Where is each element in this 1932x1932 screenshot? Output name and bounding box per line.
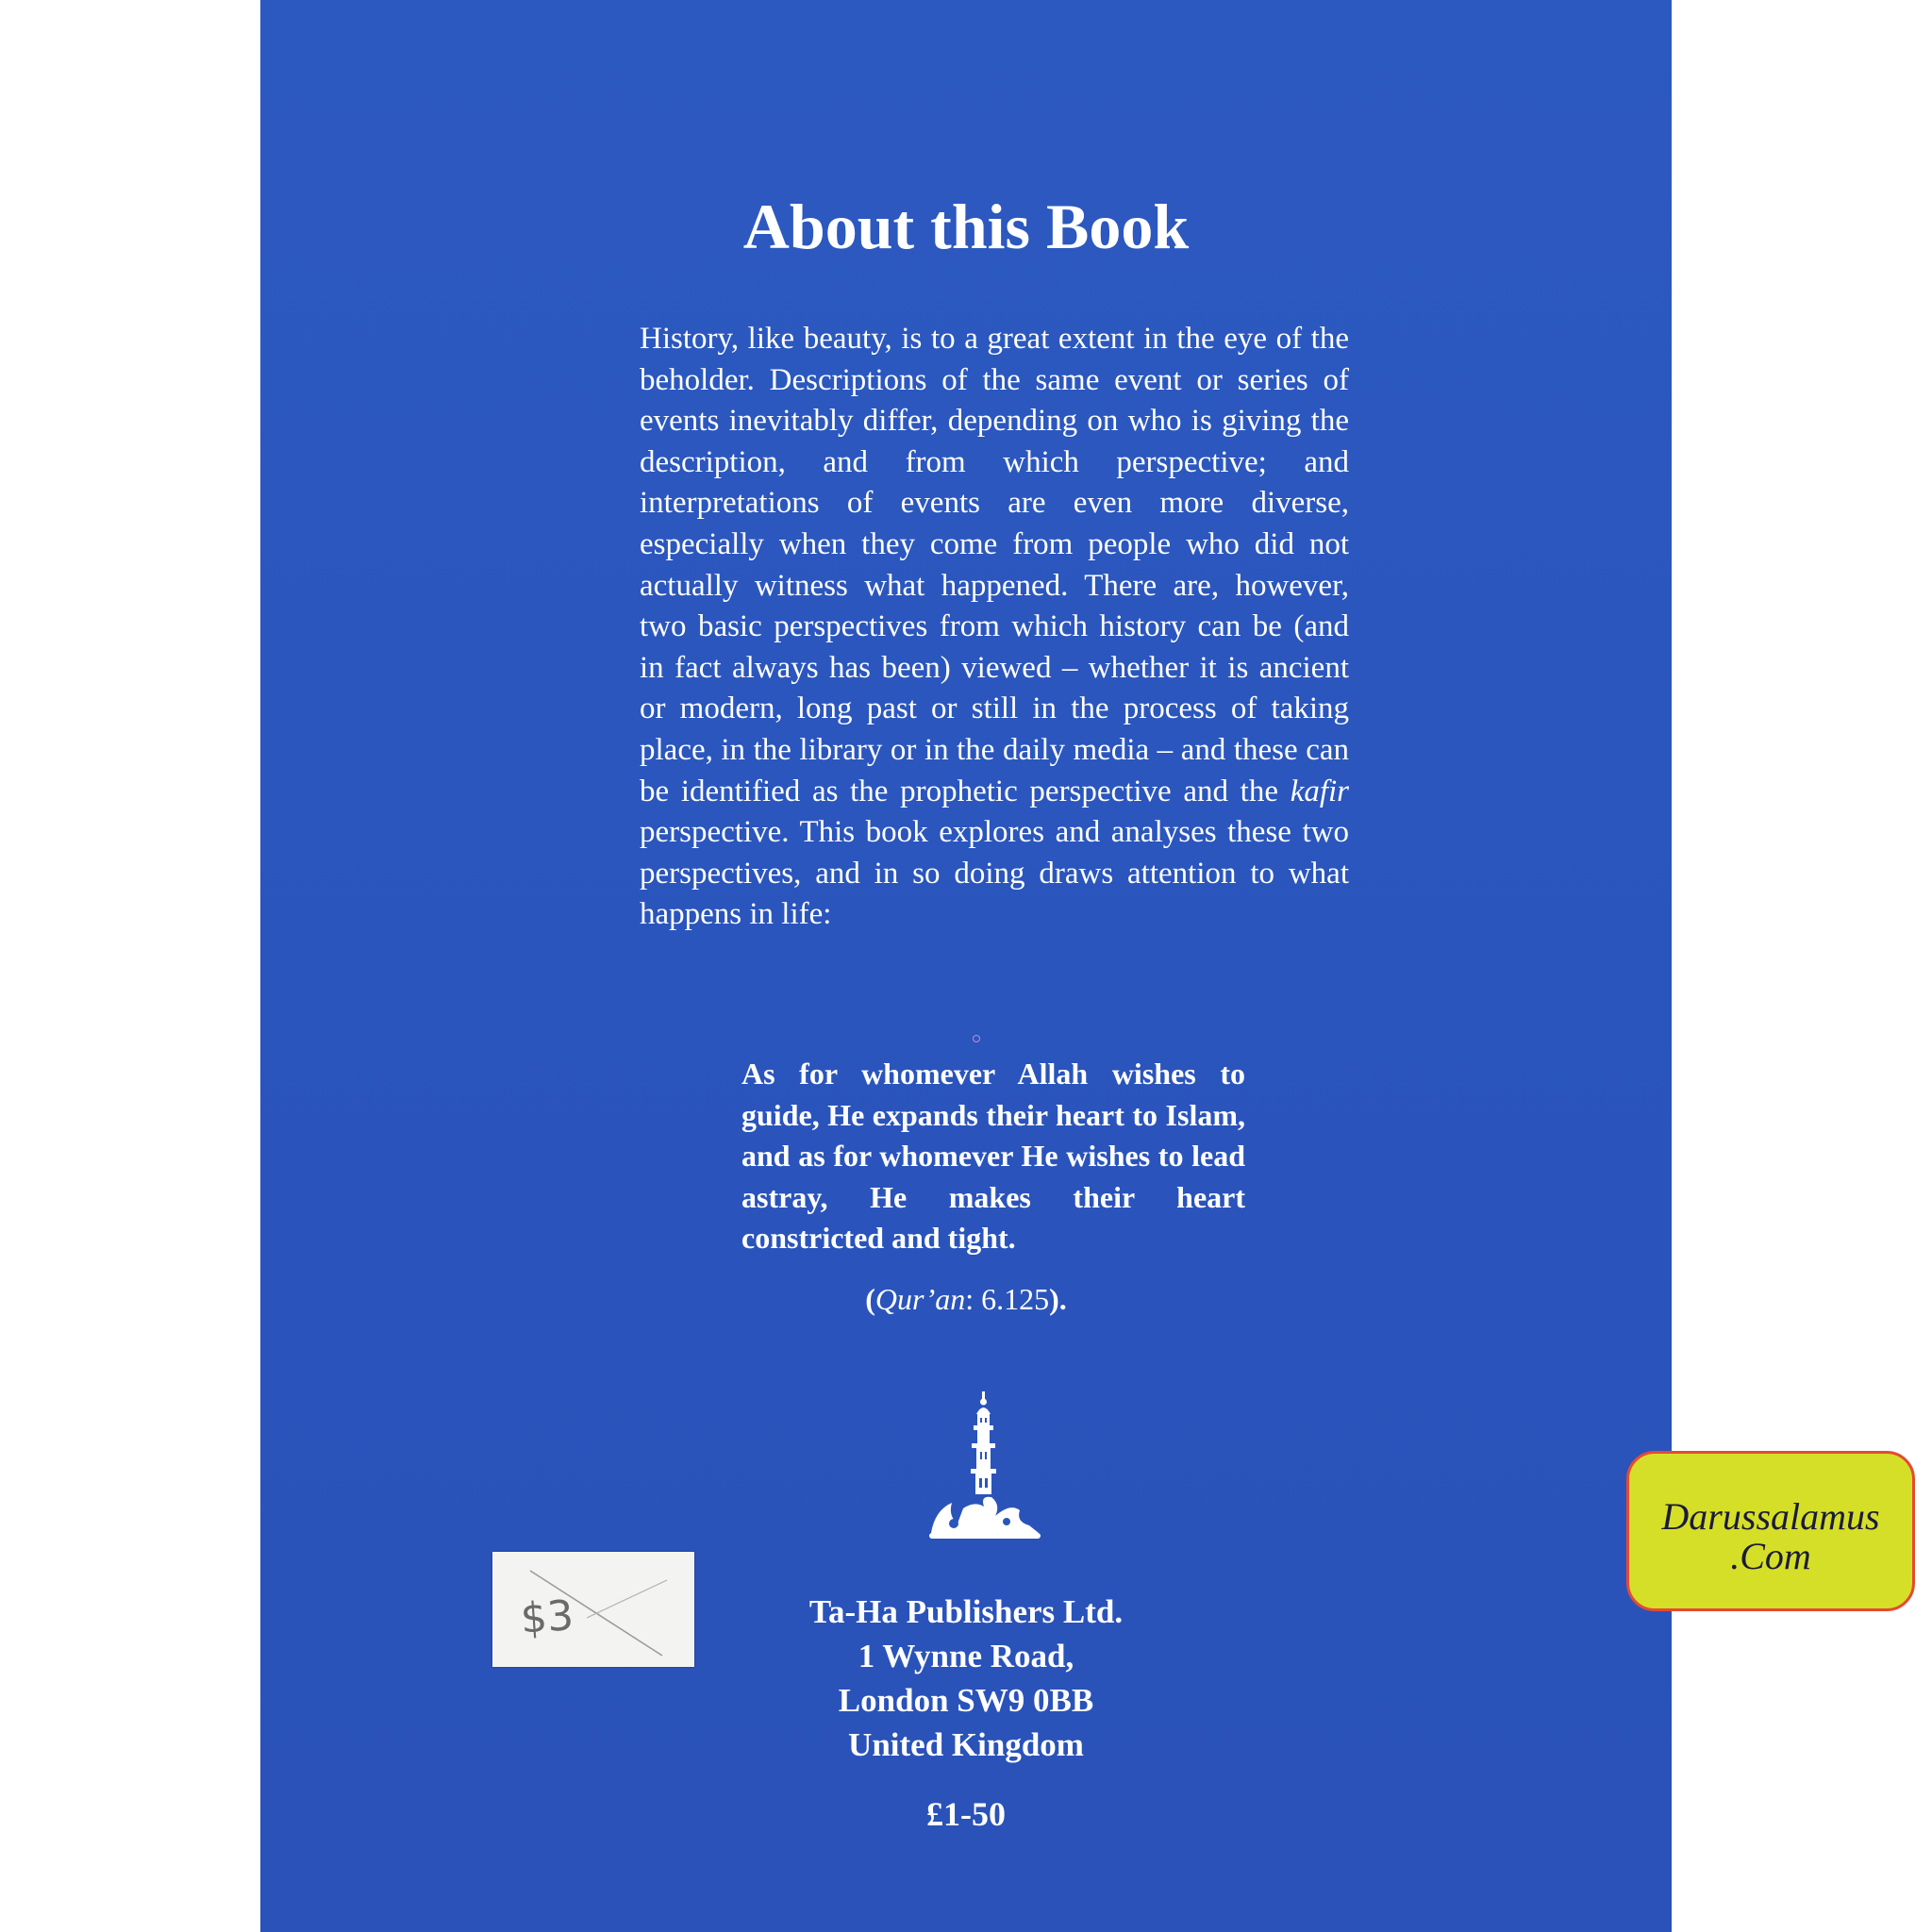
print-speck (973, 1035, 980, 1042)
cover-price: £1-50 (926, 1795, 1006, 1833)
website-badge-line2: .Com (1730, 1535, 1811, 1577)
price-sticker (492, 1552, 694, 1667)
book-back-cover (260, 0, 1880, 1932)
cover-title: About this Book (742, 191, 1190, 262)
publisher-street: 1 Wynne Road, (858, 1638, 1074, 1674)
book-description (640, 319, 1349, 936)
citation-open: ( (865, 1282, 875, 1316)
quote-citation (260, 1278, 1672, 1320)
publisher-address (260, 1590, 1672, 1767)
publisher-country: United Kingdom (848, 1726, 1084, 1763)
publisher-name: Ta-Ha Publishers Ltd. (808, 1593, 1124, 1630)
website-badge-line1: Darussalamus (1661, 1495, 1880, 1538)
citation-ref: : 6.125 (965, 1282, 1050, 1316)
minaret-logo-icon (925, 1391, 1043, 1542)
citation-close: ). (1049, 1282, 1067, 1316)
description-text: History, like beauty, is to a great extent in the eye of the beholder. Descriptions of the same event or series of events inevitably differ, depending on who is giving the description, and from which perspective; and interpretations of events are even more diverse, especially when they come from people who did not actually witness what happened. There are, however, two basic perspectives from which history can be (and in fact always has been) viewed – whether it is ancient or modern, long past or still in the process of taking place, in the library or in the daily media – and these can be identified as the prophetic perspective and the (640, 322, 1349, 808)
description-italic-term: kafir (1290, 774, 1350, 808)
citation-source: Qur’an (874, 1282, 966, 1316)
publisher-city: London SW9 0BB (838, 1682, 1094, 1719)
quran-quote: As for whomever Allah wishes to guide, He expands their heart to Islam, and as for whomever He wishes to lead astray, He makes their heart constricted and tight. (741, 1057, 1245, 1255)
website-badge (1626, 1451, 1915, 1611)
description-text-end: perspective. This book explores and analyses these two perspectives, and in so doing draws attention to what happens in life: (640, 815, 1349, 932)
sticker-price-text: $3 (519, 1591, 575, 1643)
